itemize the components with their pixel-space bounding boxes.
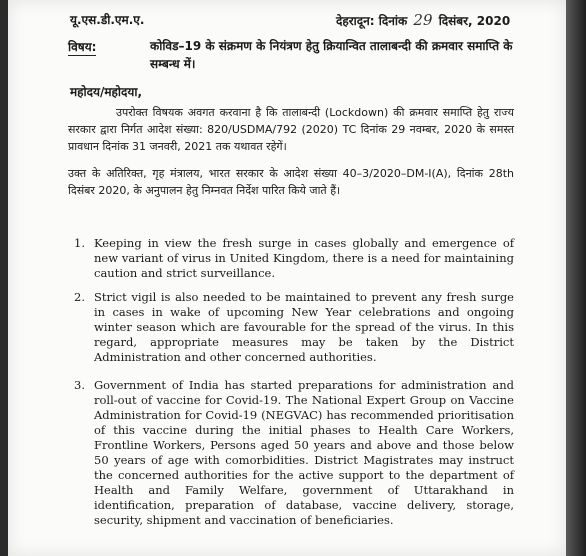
list-item-text: Strict vigil is also needed to be maintained to prevent any fresh surge in cases in wake of upcoming New Year celebrations and ongoing winter season which are favourable for the spread of the virus. In this regard, appropriate measures may be taken by the District Administration and other concerned authorities.	[94, 290, 514, 364]
list-item-number: 2.	[74, 290, 85, 304]
subject-label: विषय:	[68, 40, 97, 54]
body-paragraph-2: उक्त के अतिरिक्त, गृह मंत्रालय, भारत सरकार के आदेश संख्या 40–3/2020–DM-I(A), दिनांक 28th दिसंबर 2020, के अनुपालन हेतु निम्नवत निर्देश पारित किये जाते हैं।	[68, 167, 514, 197]
page-edge-shadow	[566, 0, 586, 556]
date-suffix: दिसंबर, 2020	[438, 14, 511, 28]
place-date	[336, 11, 510, 29]
body-paragraph-1: उपरोक्त विषयक अवगत करवाना है कि तालाबन्दी (Lockdown) की क्रमवार समाप्ति हेतु राज्य सरकार द्वारा निर्गत आदेश संख्या: 820/USDMA/792 (2020) TC दिनांक 29 नवम्बर, 2020 के समस्त प्रावधान दिनांक 31 जनवरी, 2021 तक यथावत रहेगें।	[68, 106, 514, 153]
list-item-number: 3.	[74, 378, 85, 392]
salutation: महोदय/महोदया,	[70, 85, 143, 99]
document-page	[8, 0, 566, 556]
list-item-text: Government of India has started preparations for administration and roll-out of vaccine for Covid-19. The National Expert Group on Vaccine Administration for Covid-19 (NEGVAC) has recommended prioritisation of this vaccine during the initial phases to Health Care Workers, Frontline Workers, Persons aged 50 years and above and those below 50 years of age with comorbidities. District Magistrates may instruct the concerned authorities for the active support to the department of Health and Family Welfare, government of Uttarakhand in identification, preparation of database, vaccine delivery, storage, security, shipment and vaccination of beneficiaries.	[94, 378, 514, 527]
organization-name: यू.एस.डी.एम.ए.	[70, 13, 145, 27]
subject-text: कोविड–19 के संक्रमण के नियंत्रण हेतु क्रियान्वित तालाबन्दी की क्रमवार समाप्ति के सम्बन्ध में।	[150, 39, 513, 71]
place-date-prefix: देहरादून: दिनांक	[336, 14, 408, 28]
handwritten-date: 29	[413, 11, 433, 29]
list-item-text: Keeping in view the fresh surge in cases globally and emergence of new variant of virus in United Kingdom, there is a need for maintaining caution and strict surveillance.	[94, 236, 514, 280]
list-item-number: 1.	[74, 236, 85, 250]
